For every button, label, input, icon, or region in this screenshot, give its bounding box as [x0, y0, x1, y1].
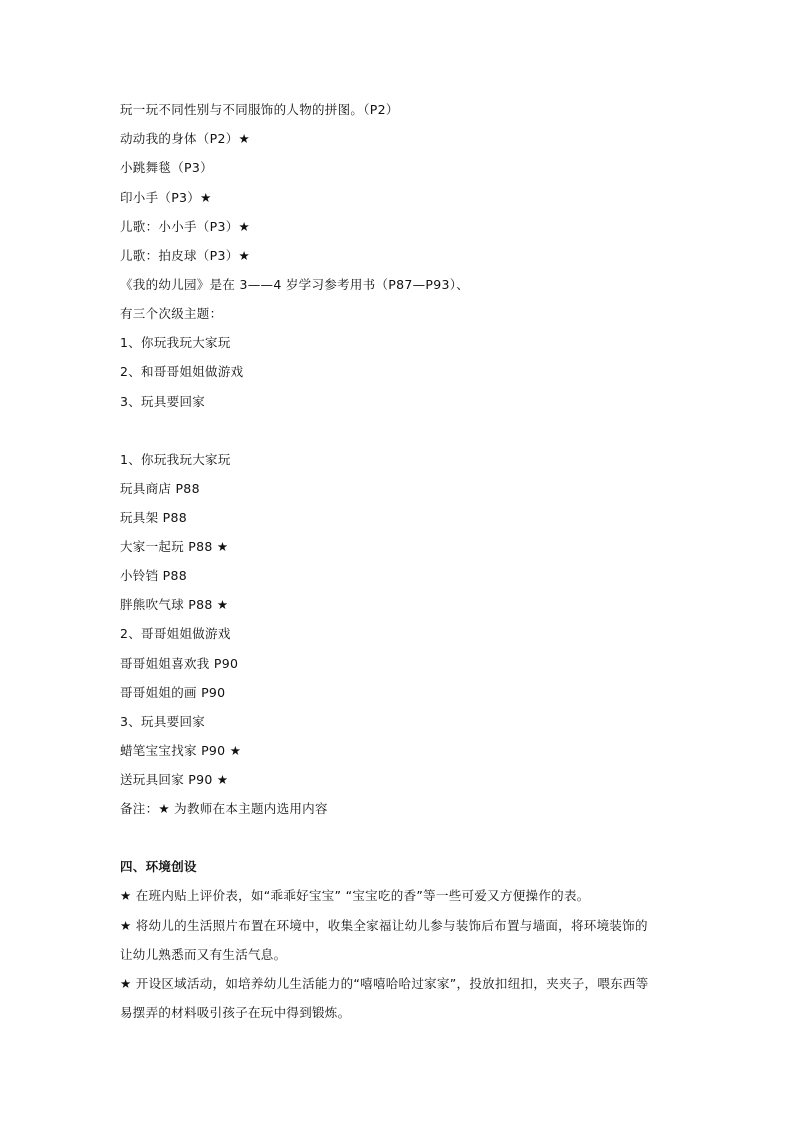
- note-line: 备注：★ 为教师在本主题内选用内容: [120, 801, 328, 816]
- text-line: 动动我的身体（P2）★: [120, 131, 250, 146]
- section-heading: 四、环境创设: [120, 859, 197, 874]
- text-line: 有三个次级主题：: [120, 306, 223, 321]
- text-line: ★ 将幼儿的生活照片布置在环境中，收集全家福让幼儿参与装饰后布置与墙面，将环境装饰的: [120, 918, 648, 933]
- text-line: 胖熊吹气球 P88 ★: [120, 597, 229, 612]
- text-line: 蜡笔宝宝找家 P90 ★: [120, 743, 242, 758]
- text-line: 印小手（P3）★: [120, 190, 212, 205]
- text-line: 《我的幼儿园》是在 3——4 岁学习参考用书（P87—P93）、: [120, 277, 470, 292]
- text-line: ★ 在班内贴上评价表，如“乖乖好宝宝” “宝宝吃的香”等一些可爱又方便操作的表。: [120, 888, 590, 903]
- section-label: 3、玩具要回家: [120, 714, 206, 729]
- list-item: 1、你玩我玩大家玩: [120, 335, 231, 350]
- text-line: 易摆弄的材料吸引孩子在玩中得到锻炼。: [120, 1005, 351, 1020]
- list-item: 2、和哥哥姐姐做游戏: [120, 364, 244, 379]
- section-label: 1、你玩我玩大家玩: [120, 452, 231, 467]
- text-line: 送玩具回家 P90 ★: [120, 772, 229, 787]
- text-line: 哥哥姐姐的画 P90: [120, 685, 226, 700]
- text-line: 让幼儿熟悉而又有生活气息。: [120, 947, 287, 962]
- list-item: 3、玩具要回家: [120, 394, 206, 409]
- text-line: 玩具商店 P88: [120, 481, 200, 496]
- text-line: 大家一起玩 P88 ★: [120, 539, 229, 554]
- text-line: 小跳舞毯（P3）: [120, 160, 213, 175]
- text-line: 儿歌：小小手（P3）★: [120, 219, 250, 234]
- text-line: 小铃铛 P88: [120, 568, 188, 583]
- section-label: 2、哥哥姐姐做游戏: [120, 626, 231, 641]
- text-line: 哥哥姐姐喜欢我 P90: [120, 656, 239, 671]
- text-line: 玩一玩不同性别与不同服饰的人物的拼图。（P2）: [120, 102, 399, 117]
- text-line: 玩具架 P88: [120, 510, 188, 525]
- text-line: 儿歌：拍皮球（P3）★: [120, 248, 250, 263]
- text-line: ★ 开设区域活动，如培养幼儿生活能力的“嘻嘻哈哈过家家”，投放扣纽扣，夹夹子，喂东西等: [120, 976, 649, 991]
